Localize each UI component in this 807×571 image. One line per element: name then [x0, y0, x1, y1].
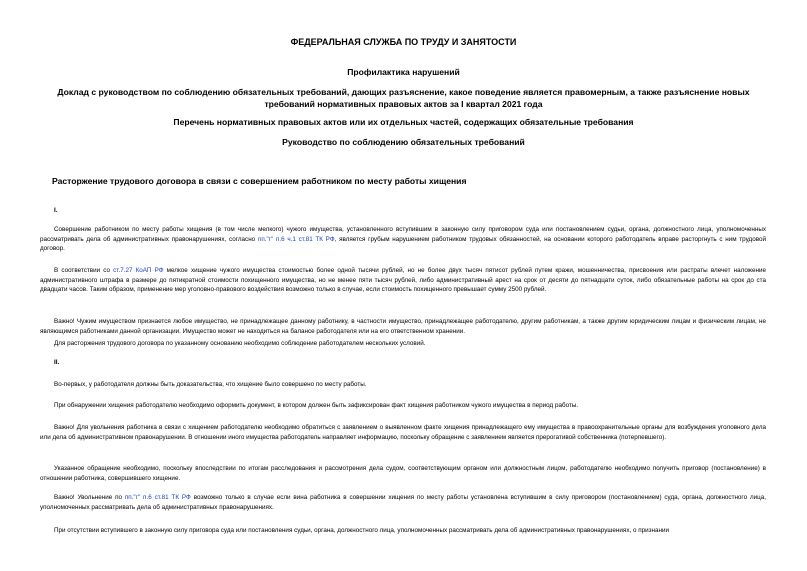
- paragraph-1-2: [40, 266, 766, 295]
- law-link[interactable]: пп."г" п.6 ст.81 ТК РФ: [124, 494, 191, 501]
- guide-heading: Руководство по соблюдению обязательных требований: [282, 137, 525, 147]
- paragraph-1-4: Для расторжения трудового договора по указанному основанию необходимо соблюдение работодателем нескольких условий.: [54, 340, 426, 347]
- paragraph-2-3: Важно! Для увольнения работника в связи с хищением работодателю необходимо обратиться с заявлением о выявленном факте хищения принадлежащего ему имущества в правоохранительные органы для возбуждения уголовного дела или дела об административном правонарушении. В отношении иного имущества работодатель направляет информацию, поскольку обращение с заявлением является прерогативой собственника (потерпевшего).: [40, 424, 766, 441]
- paragraph-text: , является грубым нарушением работником трудовых обязанностей, на основании которого работодатель вправе расторгнуть с ним трудовой договор.: [40, 235, 766, 253]
- paragraph-2-2: При обнаружении хищения работодателю необходимо оформить документ, в котором должен быть зафиксирован факт хищения работником чужого имущества в период работы.: [54, 402, 579, 409]
- paragraph-text: возможно только в случае если вина работника в совершении хищения по месту работы установлена вступившим в силу приговором (постановлением) суда, органа, должностного лица, уполномоченных рассматривать дела об административных правонарушениях.: [40, 494, 767, 511]
- agency-title: ФЕДЕРАЛЬНАЯ СЛУЖБА ПО ТРУДУ И ЗАНЯТОСТИ: [290, 37, 517, 47]
- part-1-label: I.: [54, 207, 58, 214]
- section-title: Расторжение трудового договора в связи с совершением работником по месту работы хищения: [52, 176, 467, 186]
- paragraph-text: В соответствии со: [54, 267, 114, 274]
- list-heading: Перечень нормативных правовых актов или их отдельных частей, содержащих обязательные требования: [173, 117, 634, 127]
- law-link[interactable]: ст.7.27 КоАП РФ: [113, 267, 164, 274]
- part-2-label: II.: [54, 359, 60, 366]
- paragraph-text: мелкое хищение чужого имущества стоимостью более одной тысячи рублей, но не более двух тысяч пятисот рублей путем кражи, мошенничества, присвоения или растраты влечет наложение административного штрафа в размере до пятикратной стоимости похищенного имущества, но не менее пяти тысяч рублей, либо административный арест на срок от десяти до пятнадцати суток, либо обязательные работы на срок до ста двадцати часов. Таким образом, применение мер уголовно-правового воздействия возможно только в случае, если стоимость похищенного превышает сумму 2500 рублей.: [40, 267, 766, 294]
- paragraph-text: Важно! Увольнение по: [54, 494, 125, 501]
- prevention-heading: Профилактика нарушений: [347, 67, 460, 77]
- paragraph-2-5: [40, 493, 766, 512]
- paragraph-1-3: Важно! Чужим имуществом признается любое имущество, не принадлежащее данному работнику, в частности имущество, принадлежащее работодателю, другим работникам, а также другим юридическим лицам и физическим лицам, не являющимся работниками данной организации. Имущество может не находиться на балансе работодателя или на его ответственном хранении.: [40, 318, 766, 335]
- paragraph-2-6: При отсутствии вступившего в законную силу приговора суда или постановления судьи, органа, должностного лица, уполномоченных рассматривать дела об административных правонарушениях, о признании: [54, 527, 670, 534]
- law-link[interactable]: пп."г" п.6 ч.1 ст.81 ТК РФ: [257, 235, 335, 243]
- paragraph-text: Совершение работником по месту работы хищения (в том числе мелкого) чужого имущества, установленного вступившим в законную силу приговором суда или постановлением судьи, органа, должностного лица, уполномоченных рассматривать дела об административных правонарушениях, согласно: [40, 226, 766, 243]
- paragraph-2-4: Указанное обращение необходимо, поскольку впоследствии по итогам расследования и рассмотрения дела судом, соответствующим органом или должностным лицом, работодателю необходимо получить приговор (постановление) в отношении работника, совершившего хищение.: [40, 465, 766, 482]
- report-heading: Доклад с руководством по соблюдению обязательных требований, дающих разъяснение, какое поведение является правомерным, а также разъяснение новых требований нормативных правовых актов за I квартал 2021 года: [57, 87, 750, 109]
- paragraph-1-1: [40, 225, 766, 254]
- paragraph-2-1: Во-первых, у работодателя должны быть доказательства, что хищение было совершено по месту работы.: [54, 381, 367, 388]
